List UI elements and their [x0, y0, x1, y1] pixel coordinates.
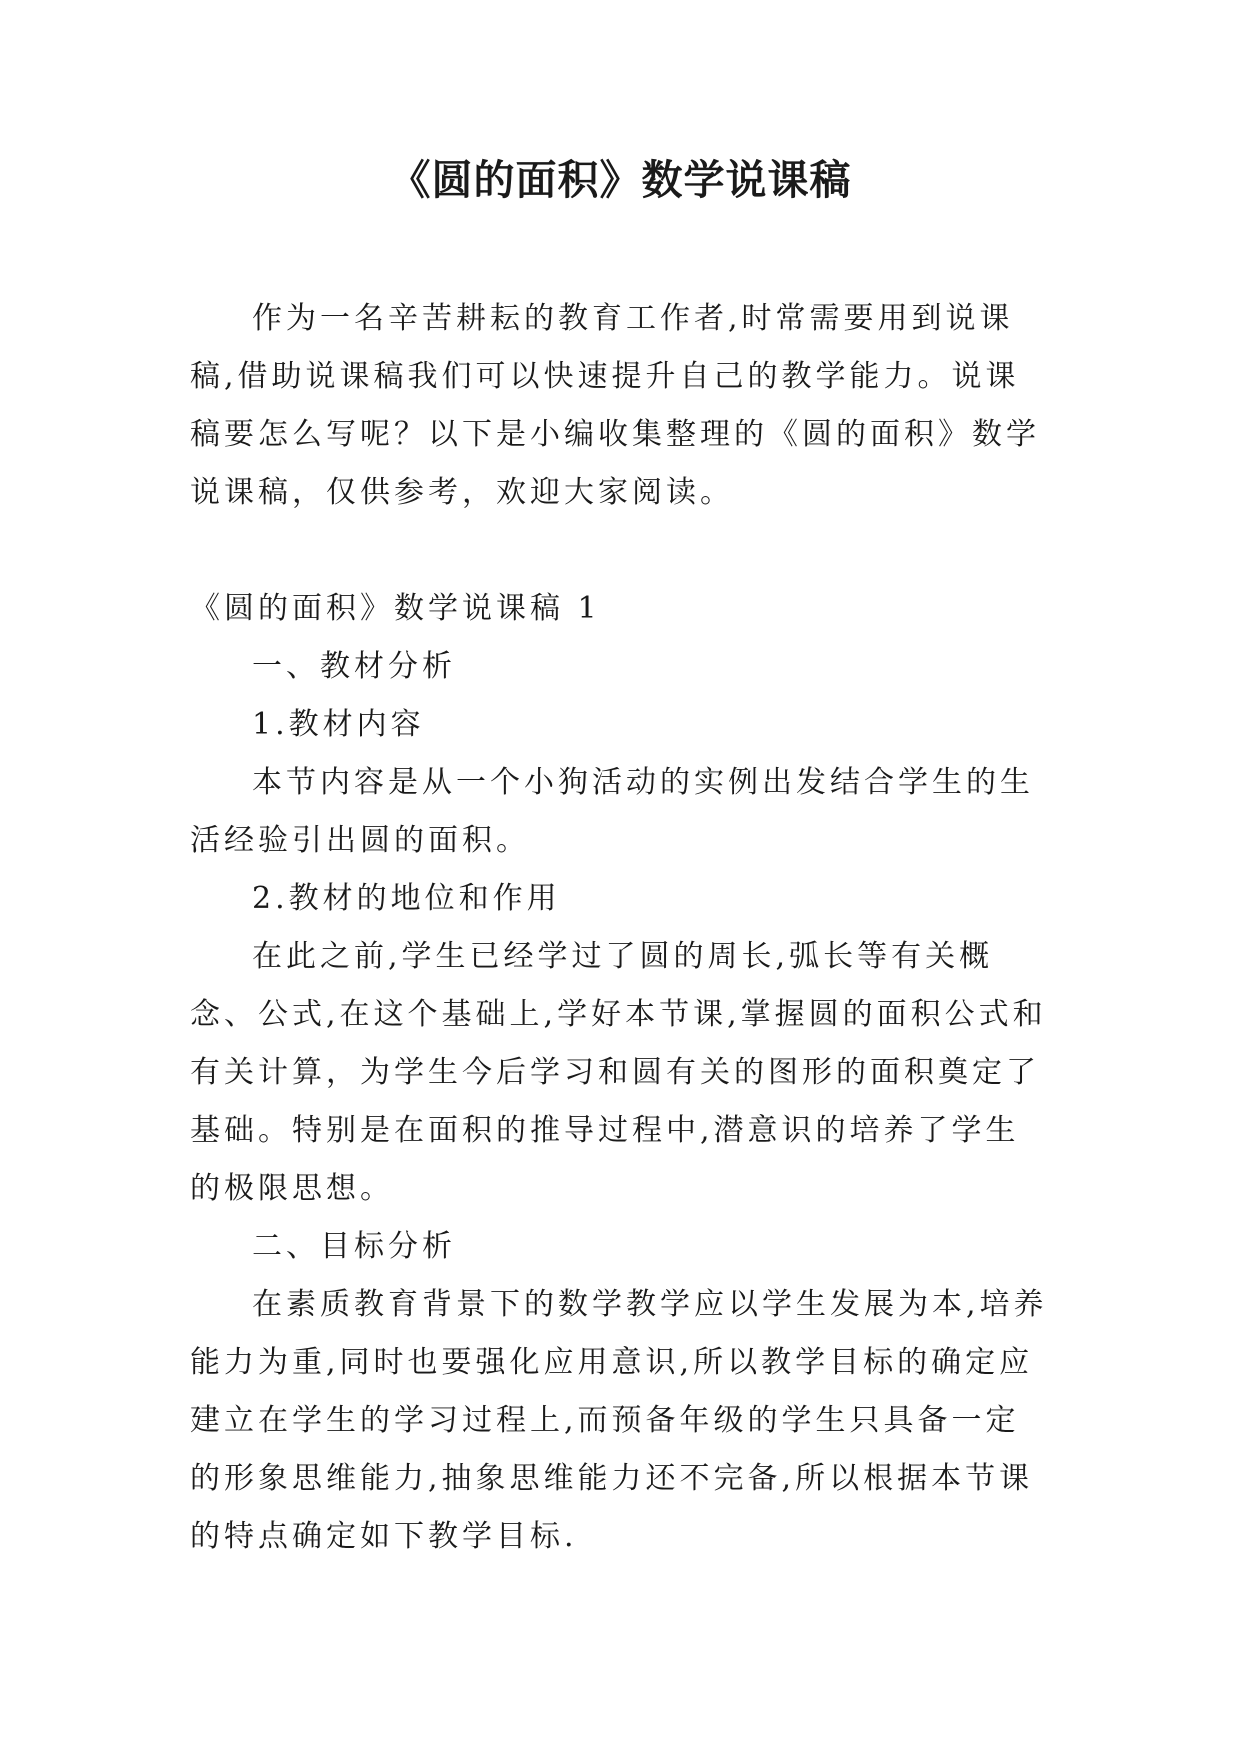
document-title: 《圆的面积》数学说课稿	[389, 156, 852, 204]
section-title: 《圆的面积》数学说课稿 1	[190, 591, 601, 626]
spacer	[190, 522, 1050, 580]
paragraph-goal-analysis: 在素质教育背景下的数学教学应以学生发展为本,培养能力为重,同时也要强化应用意识,所以教学目标的确定应建立在学生的学习过程上,而预备年级的学生只具备一定的形象思维能力,抽象思维能力还不完备,所以根据本节课的特点确定如下教学目标.	[190, 1287, 1048, 1554]
heading-textbook-analysis: 一、教材分析	[252, 649, 456, 684]
paragraph-textbook-role: 在此之前,学生已经学过了圆的周长,弧长等有关概念、公式,在这个基础上,学好本节课,掌握圆的面积公式和有关计算，为学生今后学习和圆有关的图形的面积奠定了基础。特别是在面积的推导过程中,潜意识的培养了学生的极限思想。	[190, 939, 1047, 1206]
intro-paragraph: 作为一名辛苦耕耘的教育工作者,时常需要用到说课稿,借助说课稿我们可以快速提升自己的教学能力。说课稿要怎么写呢？以下是小编收集整理的《圆的面积》数学说课稿，仅供参考，欢迎大家阅读。	[190, 301, 1040, 510]
heading-goal-analysis: 二、目标分析	[252, 1229, 456, 1264]
paragraph-textbook-content: 本节内容是从一个小狗活动的实例出发结合学生的生活经验引出圆的面积。	[190, 765, 1034, 858]
subheading-textbook-role: 2.教材的地位和作用	[252, 881, 561, 916]
subheading-textbook-content: 1.教材内容	[252, 707, 425, 742]
document-body	[190, 290, 1050, 1566]
